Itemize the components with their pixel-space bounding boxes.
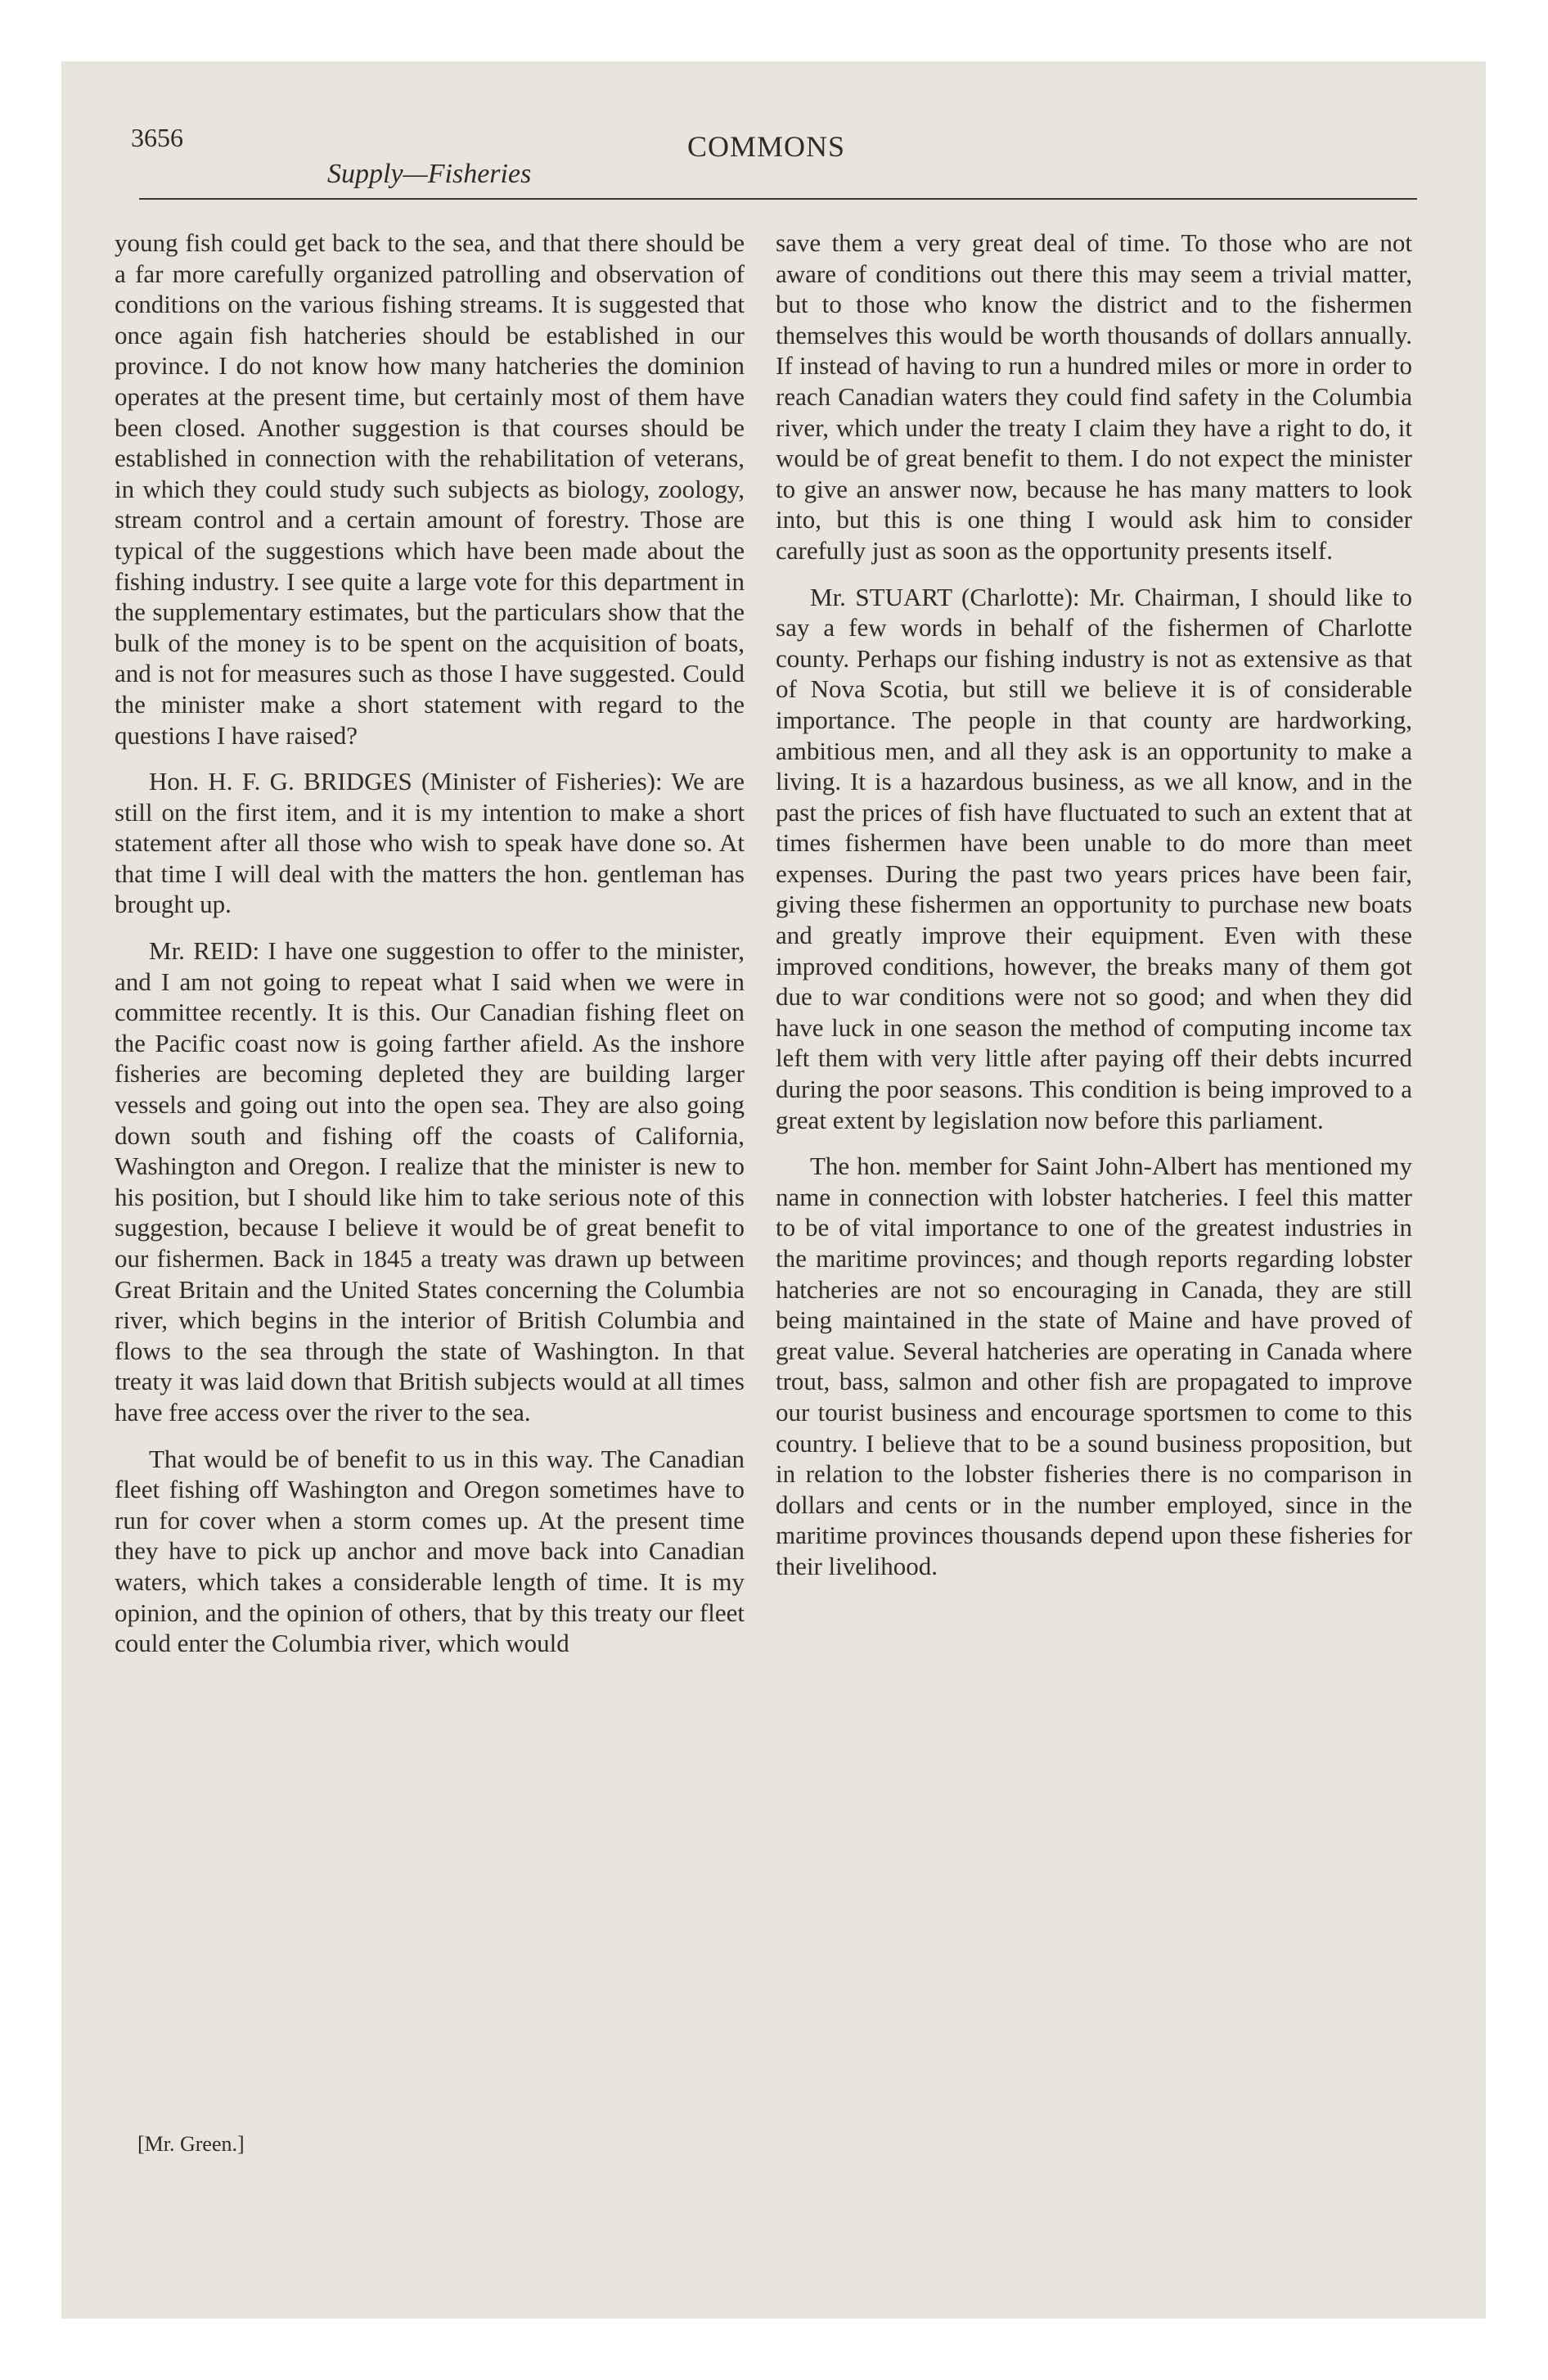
- paragraph: Mr. STUART (Charlotte): Mr. Chairman, I should like to say a few words in behalf of the fishermen of Charlotte county. Perhaps our fishing industry is not as extensive as that of Nova Scotia, but still we believe it is of considerable importance. The people in that county are hardworking, ambitious men, and all they ask is an opportunity to make a living. It is a hazardous business, as we all know, and in the past the prices of fish have fluctuated to such an extent that at times fishermen have been unable to do more than meet expenses. During the past two years prices have been fair, giving these fishermen an opportunity to purchase new boats and greatly improve their equipment. Even with these improved conditions, however, the breaks many of them got due to war conditions were not so good; and when they did have luck in one season the method of computing income tax left them with very little after paying off their debts incurred during the poor seasons. This condition is being improved to a great extent by legislation now before this parliament.: [776, 582, 1412, 1134]
- paragraph: That would be of benefit to us in this way. The Canadian fleet fishing off Washington and Oregon sometimes have to run for cover when a storm comes up. At the present time they have to pick up anchor and move back into Canadian waters, which takes a considerable length of time. It is my opinion, and the opinion of others, that by this treaty our fleet could enter the Columbia river, which would: [115, 1444, 745, 1658]
- paragraph: The hon. member for Saint John-Albert has mentioned my name in connection with lobster hatcheries. I feel this matter to be of vital importance to one of the greatest industries in the maritime provinces; and though reports regarding lobster hatcheries are not so encouraging in Canada, they are still being maintained in the state of Maine and have proved of great value. Several hatcheries are operating in Canada where trout, bass, salmon and other fish are propagated to improve our tourist business and encourage sportsmen to come to this country. I believe that to be a sound business proposition, but in relation to the lobster fisheries there is no comparison in dollars and cents or in the number employed, since in the maritime provinces thousands depend upon these fisheries for their livelihood.: [776, 1152, 1412, 1580]
- page-number: 3656: [131, 123, 183, 152]
- left-column: [115, 228, 745, 1675]
- speaker-note: [Mr. Green.]: [137, 2132, 245, 2156]
- header-title: COMMONS: [687, 130, 846, 163]
- running-title: Supply—Fisheries: [327, 159, 532, 189]
- paragraph: Mr. REID: I have one suggestion to offer to the minister, and I am not going to repeat what I said when we were in committee recently. It is this. Our Canadian fishing fleet on the Pacific coast now is going farther afield. As the inshore fisheries are becoming depleted they are building larger vessels and going out into the open sea. They are also going down south and fishing off the coasts of California, Washington and Oregon. I realize that the minister is new to his position, but I should like him to take serious note of this suggestion, because I believe it would be of great benefit to our fishermen. Back in 1845 a treaty was drawn up between Great Britain and the United States concerning the Columbia river, which begins in the interior of British Columbia and flows to the sea through the state of Washington. In that treaty it was laid down that British subjects would at all times have free access over the river to the sea.: [115, 936, 745, 1427]
- paragraph: young fish could get back to the sea, and that there should be a far more carefully organized patrolling and observation of conditions on the various fishing streams. It is suggested that once again fish hatcheries should be established in our province. I do not know how many hatcheries the dominion operates at the present time, but certainly most of them have been closed. Another suggestion is that courses should be established in connection with the rehabilitation of veterans, in which they could study such subjects as biology, zoology, stream control and a certain amount of forestry. Those are typical of the suggestions which have been made about the fishing industry. I see quite a large vote for this department in the supplementary estimates, but the particulars show that the bulk of the money is to be spent on the acquisition of boats, and is not for measures such as those I have suggested. Could the minister make a short statement with regard to the questions I have raised?: [115, 228, 745, 750]
- paragraph: Hon. H. F. G. BRIDGES (Minister of Fisheries): We are still on the first item, and it is my intention to make a short statement after all those who wish to speak have done so. At that time I will deal with the matters the hon. gentleman has brought up.: [115, 767, 745, 919]
- paragraph: save them a very great deal of time. To those who are not aware of conditions out there this may seem a trivial matter, but to those who know the district and to the fishermen themselves this would be worth thousands of dollars annually. If instead of having to run a hundred miles or more in order to reach Canadian waters they could find safety in the Columbia river, which under the treaty I claim they have a right to do, it would be of great benefit to them. I do not expect the minister to give an answer now, because he has many matters to look into, but this is one thing I would ask him to consider carefully just as soon as the opportunity presents itself.: [776, 228, 1412, 565]
- right-column: [776, 228, 1412, 1598]
- header-rule: [139, 198, 1417, 200]
